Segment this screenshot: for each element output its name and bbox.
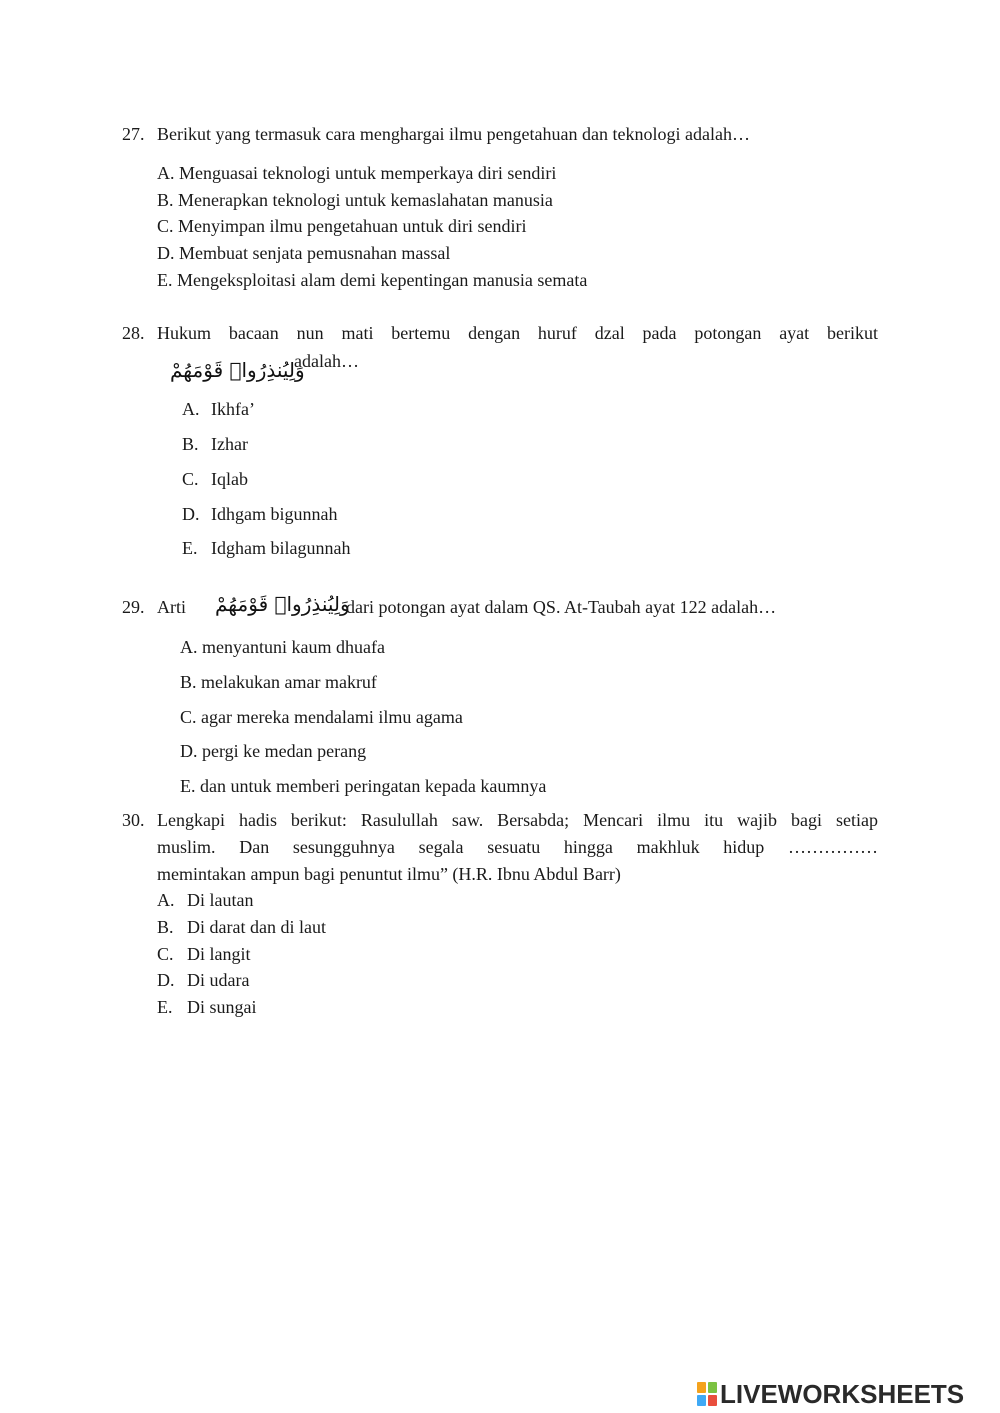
liveworksheets-brand: LIVEWORKSHEETS <box>720 1378 965 1409</box>
question-29-option-b: B. melakukan amar makruf <box>180 672 377 692</box>
question-28-text: Hukum bacaan nun mati bertemu dengan huruf dzal pada potongan ayat berikut <box>157 323 878 343</box>
question-28-text-continued: adalah… <box>294 351 359 371</box>
question-28-option-b: Izhar <box>211 434 248 454</box>
question-30-option-a: Di lautan <box>187 890 254 910</box>
question-29-text: dari potongan ayat dalam QS. At-Taubah ayat 122 adalah… <box>346 597 777 617</box>
question-27-option-b: B. Menerapkan teknologi untuk kemaslahatan manusia <box>157 190 553 210</box>
question-29-prefix: Arti <box>157 597 186 617</box>
question-30-text-line3: memintakan ampun bagi penuntut ilmu” (H.R. Ibnu Abdul Barr) <box>157 864 621 884</box>
question-28-arabic-verse: وَلِيُنذِرُوا۟ قَوْمَهُمْ <box>170 358 305 382</box>
question-29-arabic-verse: وَلِيُنذِرُوا۟ قَوْمَهُمْ <box>215 592 350 616</box>
question-28-option-c: Iqlab <box>211 469 248 489</box>
question-30-option-e: Di sungai <box>187 997 257 1017</box>
question-27-option-a: A. Menguasai teknologi untuk memperkaya diri sendiri <box>157 163 557 183</box>
question-28-option-b-letter: B. <box>182 434 199 454</box>
question-30-option-a-letter: A. <box>157 890 175 910</box>
question-29-option-e: E. dan untuk memberi peringatan kepada kaumnya <box>180 776 547 796</box>
question-30-option-c: Di langit <box>187 944 251 964</box>
liveworksheets-logo <box>697 1378 964 1410</box>
question-30-text-line1: Lengkapi hadis berikut: Rasulullah saw. Bersabda; Mencari ilmu itu wajib bagi setiap <box>157 810 878 830</box>
question-28-number: 28. <box>122 323 145 343</box>
question-30-option-d: Di udara <box>187 970 250 990</box>
question-28-option-d: Idhgam bigunnah <box>211 504 338 524</box>
question-30-option-b: Di darat dan di laut <box>187 917 326 937</box>
question-29-option-a: A. menyantuni kaum dhuafa <box>180 637 385 657</box>
question-29-number: 29. <box>122 597 145 617</box>
question-29-option-d: D. pergi ke medan perang <box>180 741 367 761</box>
liveworksheets-logo-icon <box>697 1382 717 1406</box>
question-28-option-e-letter: E. <box>182 538 198 558</box>
question-30-option-d-letter: D. <box>157 970 175 990</box>
question-28-option-d-letter: D. <box>182 504 200 524</box>
question-28-option-a: Ikhfa’ <box>211 399 255 419</box>
question-30-option-e-letter: E. <box>157 997 173 1017</box>
question-27-option-e: E. Mengeksploitasi alam demi kepentingan manusia semata <box>157 270 588 290</box>
question-27-option-c: C. Menyimpan ilmu pengetahuan untuk diri sendiri <box>157 216 527 236</box>
question-29-option-c: C. agar mereka mendalami ilmu agama <box>180 707 463 727</box>
question-28-option-a-letter: A. <box>182 399 200 419</box>
question-30-option-b-letter: B. <box>157 917 174 937</box>
question-30-number: 30. <box>122 810 145 830</box>
question-28-option-c-letter: C. <box>182 469 199 489</box>
question-28-option-e: Idgham bilagunnah <box>211 538 351 558</box>
question-27-option-d: D. Membuat senjata pemusnahan massal <box>157 243 451 263</box>
question-30-text-line2: muslim. Dan sesungguhnya segala sesuatu hingga makhluk hidup …………… <box>157 837 878 857</box>
question-27-text: Berikut yang termasuk cara menghargai ilmu pengetahuan dan teknologi adalah… <box>157 124 750 144</box>
question-30-option-c-letter: C. <box>157 944 174 964</box>
question-27-number: 27. <box>122 124 145 144</box>
